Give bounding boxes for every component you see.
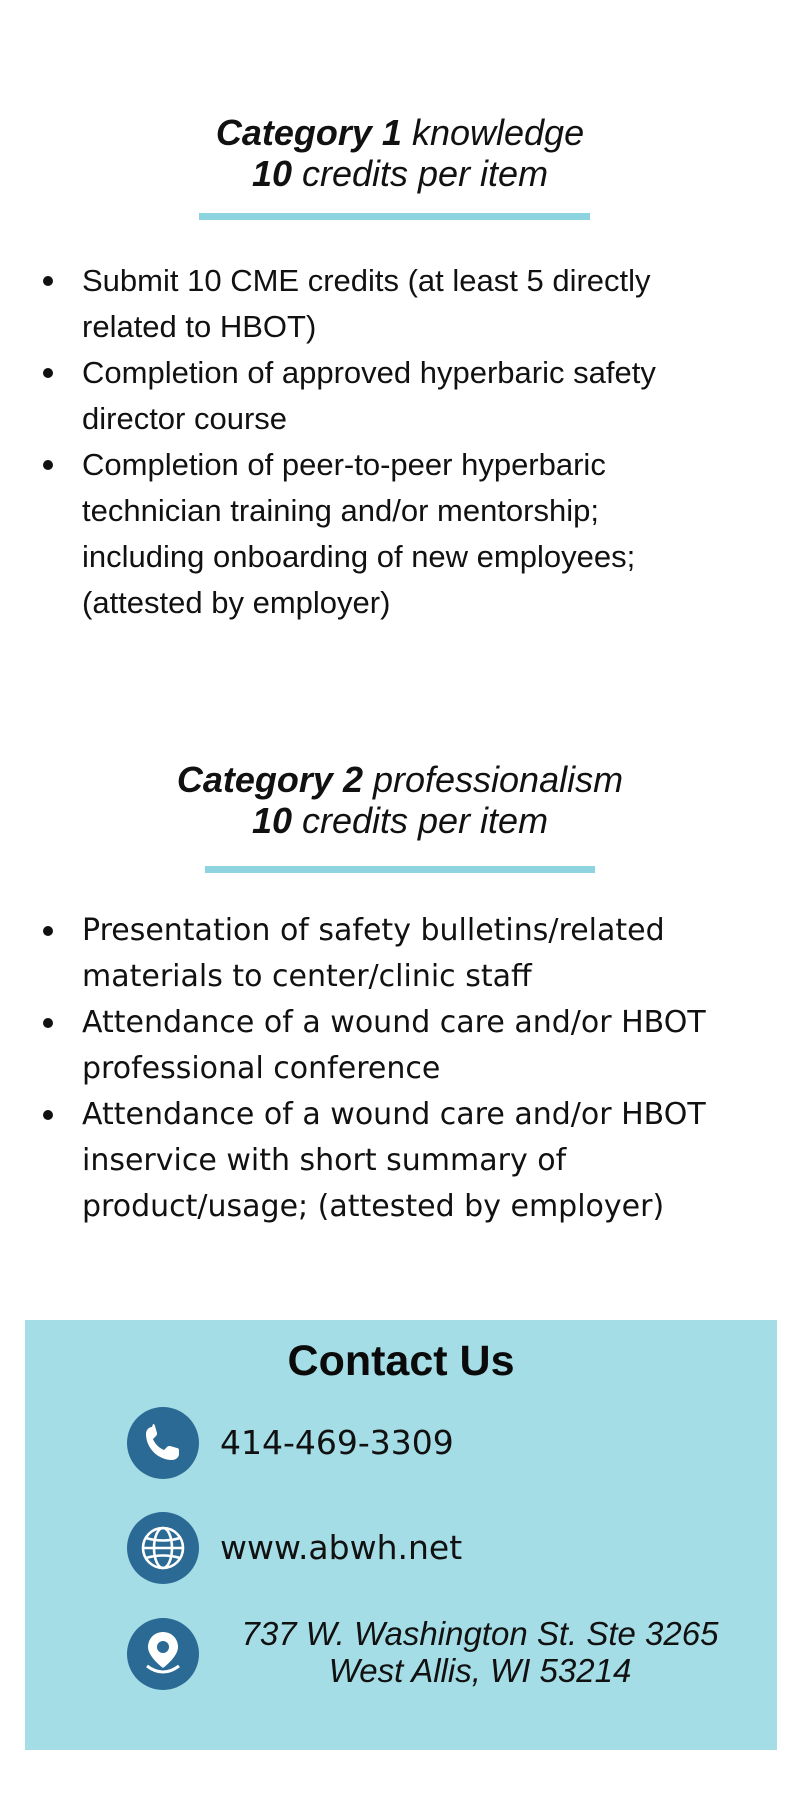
category-2-credits-number: 10 [251,800,292,841]
category-1-subtitle: knowledge [401,112,585,153]
list-item: Attendance of a wound care and/or HBOT professional conference [0,1000,770,1092]
contact-website-row[interactable] [127,1512,767,1584]
address-line-1: 737 W. Washington St. Ste 3265 [241,1615,719,1652]
phone-icon [127,1407,199,1479]
location-pin-icon [127,1618,199,1690]
list-item: Presentation of safety bulletins/related materials to center/clinic staff [0,908,770,1000]
bullet-icon [43,926,53,936]
category-1-heading [0,112,800,194]
list-item: Completion of peer-to-peer hyperbaric technician training and/or mentorship; including onboarding of new employees; (attested by employer) [0,442,720,626]
phone-number[interactable]: 414-469-3309 [220,1423,454,1462]
category-1-credits-label: credits per item [291,153,549,194]
category-2-credits-label: credits per item [291,800,549,841]
website-link[interactable]: www.abwh.net [220,1528,463,1567]
category-2-heading [0,759,800,841]
category-1-divider [199,213,590,220]
list-item: Submit 10 CME credits (at least 5 directly related to HBOT) [0,258,720,350]
contact-title: Contact Us [287,1337,515,1385]
contact-phone-row[interactable] [127,1407,767,1479]
list-item: Attendance of a wound care and/or HBOT inservice with short summary of product/usage; (attested by employer) [0,1092,770,1230]
category-2-divider [205,866,595,873]
category-1-title: Category 1 [215,112,402,153]
bullet-icon [43,368,53,378]
address-line-2: West Allis, WI 53214 [328,1652,632,1689]
category-2-title: Category 2 [176,759,363,800]
contact-panel [25,1320,777,1750]
category-2-subtitle: professionalism [362,759,624,800]
bullet-icon [43,1018,53,1028]
list-item: Completion of approved hyperbaric safety director course [0,350,720,442]
globe-icon [127,1512,199,1584]
category-2-list [0,908,770,1230]
bullet-icon [43,1110,53,1120]
category-1-list [0,258,720,626]
bullet-icon [43,276,53,286]
address [220,1615,740,1689]
category-1-credits-number: 10 [251,153,292,194]
bullet-icon [43,460,53,470]
contact-address-row [127,1615,767,1690]
